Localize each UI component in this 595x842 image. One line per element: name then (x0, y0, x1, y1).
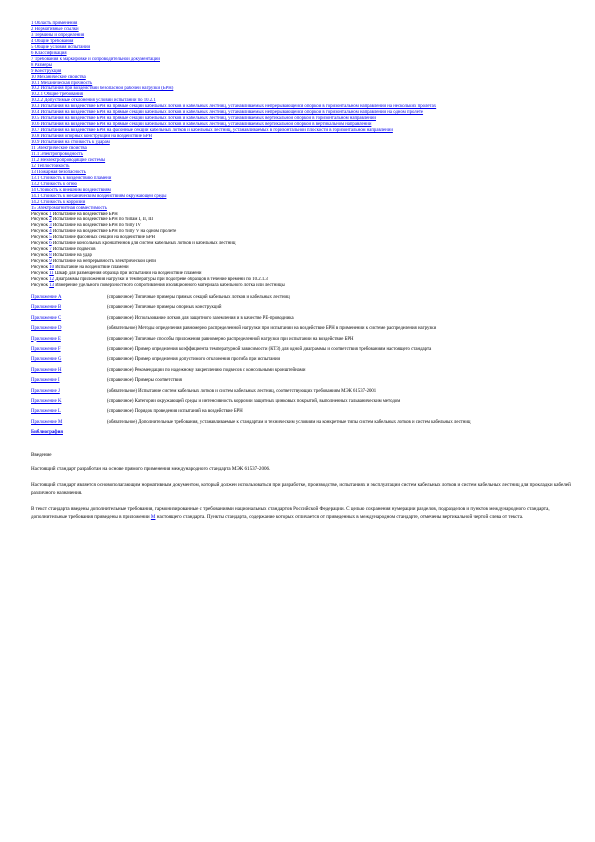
toc-link[interactable]: 14.1 Стойкость к механическим воздействиям окружающей среды (31, 193, 167, 199)
toc-link[interactable]: 10.2.2 Допустимые отклонения условий испытаний по 10.2.1 (31, 98, 156, 104)
appendix-m-link[interactable]: М (150, 513, 156, 520)
toc-link[interactable]: 7 Требования к маркировке и сопроводительной документации (31, 56, 160, 62)
figure-number-link[interactable]: 1 (49, 211, 52, 217)
figure-title: Испытание на воздействие БРН по типам I, II, III (52, 217, 154, 223)
figure-number-link[interactable]: 11 (49, 271, 54, 277)
appendix-entry (31, 357, 573, 363)
appendix-entry (31, 326, 573, 332)
appendix-description: (обязательное) Методы определения равномерно распределенной нагрузки при испытании на воздействие БРН в применении к системе распределения нагрузки (107, 326, 437, 332)
appendix-link[interactable]: Приложение Е (31, 336, 61, 342)
appendix-entry (31, 420, 573, 426)
toc-link[interactable]: 13.1 Стойкость к воздействию пламени (31, 175, 112, 181)
toc-link[interactable]: 10.5 Испытания на воздействие БРН на прямые секции кабельных лотков и кабельных лестниц, устанавливаемых вертикальной опоркой в горизонтальном направлении (31, 116, 376, 122)
appendix-link[interactable]: Приложение Н (31, 367, 62, 373)
figure-title: Испытание на удар (52, 253, 92, 259)
appendix-link[interactable]: Приложение С (31, 315, 62, 321)
figure-prefix: Рисунок (31, 276, 48, 282)
figure-number-link[interactable]: 10 (49, 265, 54, 271)
figure-prefix: Рисунок (31, 217, 48, 223)
appendix-entry (31, 305, 573, 311)
toc-link[interactable]: 10.7 Испытания на воздействие БРН на фасонные секции кабельных лотков и кабельных лестниц, устанавливаемых в горизонтальной плоскости в горизонтальном направлении (31, 128, 393, 134)
toc-link[interactable]: 14.2 Стойкость к коррозии (31, 199, 86, 205)
toc-link[interactable]: 10.3 Испытания на воздействие БРН на прямые секции кабельных лотков и кабельных лестниц, устанавливаемых непрерывающейся опоркой в горизонтальном направлении на нескольких пролетах (31, 104, 437, 110)
appendix-link[interactable]: Приложение L (31, 409, 61, 415)
appendix-description: (обязательное) Испытание систем кабельных лотков и систем кабельных лестниц, соответствующих требованиям МЭК 61537-2001 (107, 388, 377, 394)
figure-title: Измерение удельного поверхностного сопротивления изоляционного материала кабельного лотка или лестницы (55, 282, 285, 288)
appendix-entry (31, 409, 573, 415)
figure-prefix: Рисунок (31, 271, 48, 277)
toc-link[interactable]: 10.2 Испытания при воздействии безопасной рабочей нагрузки (БРН) (31, 86, 174, 92)
introduction-title: Введение (31, 452, 52, 459)
figure-prefix: Рисунок (31, 223, 48, 229)
appendix-description: (справочное) Типичные примеры опорных конструкций (107, 305, 222, 311)
figure-prefix: Рисунок (31, 253, 48, 259)
appendix-entry (31, 368, 573, 374)
figure-title: Шкаф для размещения образца при испытании на воздействие пламени (55, 271, 202, 277)
appendix-description: (справочное) Типичные способы приложения равномерно распределенной нагрузки при испытании на воздействие БРН (107, 336, 354, 342)
toc-link[interactable]: 3 Термины и определения (31, 32, 85, 38)
table-of-contents (31, 21, 573, 212)
figure-prefix: Рисунок (31, 259, 48, 265)
appendix-link[interactable]: Приложение F (31, 346, 61, 352)
figure-number-link[interactable]: 3 (49, 223, 52, 229)
figure-title: Диаграммы приложения нагрузки и температуры при подогреве образцов в течение времени по 10.2.1.3 (55, 276, 268, 282)
toc-link[interactable]: 1 Область применения (31, 21, 78, 26)
figure-number-link[interactable]: 9 (49, 259, 52, 265)
appendix-list (31, 295, 573, 426)
toc-link[interactable]: 10.6 Испытания на воздействие БРН на прямые секции кабельных лотков и кабельных лестниц, устанавливаемых вертикальной опоркой в вертикальном направлении (31, 122, 372, 128)
appendix-description: (справочное) Пример определения допустимого отклонения прогиба при испытании (107, 357, 281, 363)
toc-link[interactable]: 10 Механические свойства (31, 74, 86, 80)
figure-title: Испытание на воздействие БРН по типу IV (52, 223, 141, 229)
toc-link[interactable]: 13.2 Стойкость к огню (31, 181, 77, 187)
toc-link[interactable]: 13 Пожарная безопасность (31, 169, 86, 175)
figure-title: Испытание на непрерывность электрической цепи (52, 259, 156, 265)
figure-prefix: Рисунок (31, 235, 48, 241)
appendix-link[interactable]: Приложение J (31, 388, 60, 394)
toc-link[interactable]: 10.2.1 Общие требования (31, 92, 83, 98)
appendix-entry (31, 295, 573, 301)
appendix-entry (31, 378, 573, 384)
introduction-paragraph-2: Настоящий стандарт является основополагающим нормативным документом, который должен использоваться при разработке, производстве, испытаниях и эксплуатации систем кабельных лотков и систем кабельных лестниц для прокладки кабелей различного назначения. (31, 481, 571, 496)
figure-number-link[interactable]: 8 (49, 253, 52, 259)
figure-prefix: Рисунок (31, 282, 48, 288)
figure-title: Испытание на воздействие БРН по типу V на одном пролете (52, 229, 177, 235)
appendix-description: (справочное) Использование лотков для защитного заземления и в качестве РЕ-проводника (107, 315, 294, 321)
appendix-description: (справочное) Рекомендации по надежному закреплению подвесов с консольными кронштейнами (107, 367, 306, 373)
appendix-description: (справочное) Пример определения коэффициента температурной зависимости (КТЗ) для одной диаграммы и соответствия требованиям настоящего стандарта (107, 346, 432, 352)
toc-link[interactable]: 5 Общие условия испытаний (31, 44, 91, 50)
figure-list (31, 212, 573, 289)
introduction-paragraph-3-start: В текст стандарта введены дополнительные требования, гармонизированные с требованиями национальных стандартов Российской Федерации. С целью сохранения нумерации разделов, подразделов и пунктов международного стандарта, дополнительные требования приведены в приложении (31, 505, 550, 520)
figure-title: Испытание подвесов (52, 247, 96, 253)
introduction-paragraph-3-end: настоящего стандарта. Пункты стандарта, содержание которых отличается от приведенных в международном стандарте, отмечены вертикальной чертой слева от текста. (155, 513, 524, 520)
appendix-link[interactable]: Приложение I (31, 378, 60, 384)
toc-link[interactable]: 8 Размеры (31, 62, 53, 68)
toc-link[interactable]: 14 Стойкость к внешним воздействиям (31, 187, 111, 193)
figure-number-link[interactable]: 7 (49, 247, 52, 253)
figure-number-link[interactable]: 4 (49, 229, 52, 235)
toc-link[interactable]: 10.9 Испытания на стойкость к ударам (31, 140, 110, 146)
toc-link[interactable]: 10.4 Испытания на воздействие БРН на прямые секции кабельных лотков и кабельных лестниц, устанавливаемых непрерывающейся опоркой в горизонтальном направлении на одном пролете (31, 110, 424, 116)
appendix-description: (справочное) Категории окружающей среды и интенсивность коррозии защитных цинковых покрытий, выполненных гальваническим методом (107, 398, 401, 404)
appendix-link[interactable]: Приложение M (31, 419, 63, 425)
toc-link[interactable]: 10.8 Испытания опорных конструкций на воздействие БРН (31, 134, 152, 140)
toc-link[interactable]: 4 Общие требования (31, 38, 74, 44)
appendix-entry (31, 347, 573, 353)
toc-link[interactable]: 6 Классификация (31, 50, 67, 56)
figure-title: Испытание консольных кронштейнов для систем кабельных лотков и кабельных лестниц (52, 241, 236, 247)
introduction-paragraph-3 (31, 506, 573, 522)
appendix-description: (справочное) Типичные примеры прямых секций кабельных лотков и кабельных лестниц (107, 294, 290, 300)
appendix-link[interactable]: Приложение В (31, 305, 62, 311)
figure-prefix: Рисунок (31, 241, 48, 247)
figure-prefix: Рисунок (31, 229, 48, 235)
toc-link[interactable]: 11.2 Неэлектропроводящие системы (31, 157, 106, 163)
introduction-section (31, 452, 573, 521)
figure-title: Испытание фасонных секций на воздействие БРН (52, 235, 155, 241)
appendix-entry (31, 389, 573, 395)
appendix-description: (справочное) Порядок проведения испытаний на воздействие БРН (107, 409, 243, 415)
toc-link[interactable]: 11 Электрические свойства (31, 146, 87, 152)
introduction-paragraph-1: Настоящий стандарт разработан на основе прямого применения международного стандарта МЭК 61537-2006. (31, 466, 271, 473)
figure-title: Испытание на воздействие БРН (52, 211, 118, 217)
figure-number-link[interactable]: 12 (49, 276, 54, 282)
appendix-link[interactable]: Приложение G (31, 357, 62, 363)
figure-prefix: Рисунок (31, 211, 48, 217)
toc-link[interactable]: 9 Конструкция (31, 68, 62, 74)
appendix-entry (31, 337, 573, 343)
toc-link[interactable]: 11.1 Электропроводность (31, 151, 84, 157)
toc-link[interactable]: 12 Теплостойкость (31, 163, 70, 169)
toc-link[interactable]: 2 Нормативные ссылки (31, 26, 79, 32)
appendix-link[interactable]: Приложение K (31, 398, 62, 404)
figure-number-link[interactable]: 13 (49, 282, 54, 288)
appendix-entry (31, 316, 573, 322)
toc-link[interactable]: 10.1 Механическая прочность (31, 80, 93, 86)
appendix-description: (справочное) Примеры соответствия (107, 378, 182, 384)
figure-prefix: Рисунок (31, 265, 48, 271)
appendix-link[interactable]: Приложение D (31, 326, 62, 332)
figure-title: Испытание на воздействие пламени (55, 265, 129, 271)
appendix-link[interactable]: Приложение А (31, 294, 62, 300)
bibliography-link[interactable]: Библиография (31, 430, 63, 436)
figure-prefix: Рисунок (31, 247, 48, 253)
figure-number-link[interactable]: 5 (49, 235, 52, 241)
figure-number-link[interactable]: 2 (49, 217, 52, 223)
figure-number-link[interactable]: 6 (49, 241, 52, 247)
toc-link[interactable]: 15 Электромагнитная совместимость (31, 205, 107, 211)
appendix-entry (31, 399, 573, 405)
appendix-description: (обязательное) Дополнительные требования, устанавливаемые к стандартам и техническим условиям на конкретные типы систем кабельных лотков и систем кабельных лестниц (107, 419, 471, 425)
figure-entry (31, 283, 573, 289)
